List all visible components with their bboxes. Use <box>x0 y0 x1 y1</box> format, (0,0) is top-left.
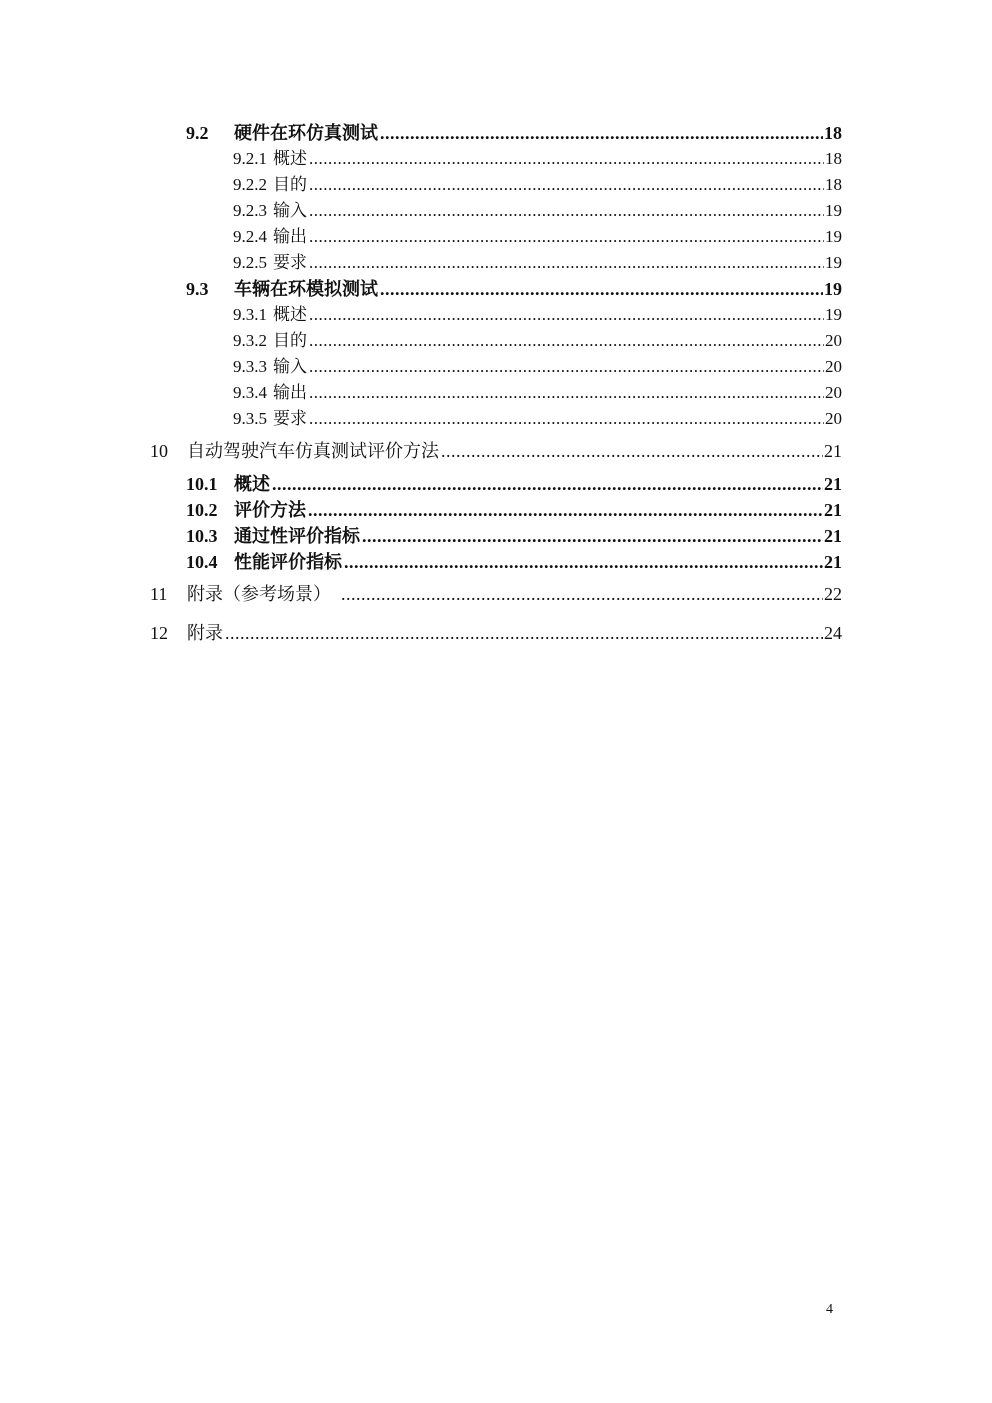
toc-entry-page: 22 <box>824 584 842 604</box>
dot-leader <box>309 173 824 197</box>
dot-leader <box>380 121 823 145</box>
dot-leader <box>308 498 823 522</box>
toc-entry-page: 18 <box>825 175 842 194</box>
toc-entry-number: 9.3.3 <box>233 357 267 376</box>
toc-entry-page: 18 <box>825 149 842 168</box>
toc-entry-9-2-5[interactable] <box>233 251 842 275</box>
page-number: 4 <box>826 1302 833 1317</box>
toc-entry-page: 21 <box>824 526 842 546</box>
toc-entry-number: 10.1 <box>186 474 218 494</box>
toc-entry-number: 10.2 <box>186 500 218 520</box>
toc-entry-number: 12 <box>150 623 168 643</box>
dot-leader <box>272 472 823 496</box>
dot-leader <box>309 225 824 249</box>
dot-leader <box>380 277 823 301</box>
toc-entry-9-3[interactable] <box>186 277 842 301</box>
toc-entry-page: 19 <box>825 305 842 324</box>
dot-leader <box>309 355 824 379</box>
dot-leader <box>309 251 824 275</box>
toc-entry-title: 附录 <box>187 623 223 643</box>
toc-entry-9-3-1[interactable] <box>233 303 842 327</box>
toc-entry-page: 20 <box>825 409 842 428</box>
dot-leader <box>441 439 823 463</box>
dot-leader <box>341 582 823 606</box>
dot-leader <box>344 550 823 574</box>
toc-entry-title: 概述 <box>273 305 307 324</box>
toc-entry-12[interactable] <box>150 621 842 645</box>
toc-entry-number: 9.2 <box>186 123 209 143</box>
toc-entry-page: 19 <box>824 279 842 299</box>
toc-entry-number: 9.2.1 <box>233 149 267 168</box>
toc-entry-9-2-2[interactable] <box>233 173 842 197</box>
toc-entry-number: 10 <box>150 441 168 461</box>
toc-entry-number: 10.3 <box>186 526 218 546</box>
toc-entry-title: 要求 <box>273 409 307 428</box>
toc-entry-title: 输出 <box>273 383 307 402</box>
toc-entry-10-3[interactable] <box>186 524 842 548</box>
toc-entry-10-2[interactable] <box>186 498 842 522</box>
dot-leader <box>309 303 824 327</box>
toc-entry-page: 19 <box>825 201 842 220</box>
toc-entry-number: 9.3.1 <box>233 305 267 324</box>
toc-entry-title: 附录（参考场景） <box>187 584 331 604</box>
toc-entry-page: 21 <box>824 552 842 572</box>
toc-entry-9-2[interactable] <box>186 121 842 145</box>
toc-entry-page: 21 <box>824 441 842 461</box>
toc-entry-number: 9.3.5 <box>233 409 267 428</box>
toc-entry-number: 9.3 <box>186 279 209 299</box>
toc-entry-title: 性能评价指标 <box>234 552 342 572</box>
toc-entry-title: 自动驾驶汽车仿真测试评价方法 <box>187 441 439 461</box>
toc-entry-9-2-3[interactable] <box>233 199 842 223</box>
dot-leader <box>225 621 823 645</box>
toc-entry-page: 20 <box>825 383 842 402</box>
toc-entry-title: 目的 <box>273 331 307 350</box>
toc-entry-9-3-2[interactable] <box>233 329 842 353</box>
toc-entry-title: 要求 <box>273 253 307 272</box>
toc-entry-number: 9.2.3 <box>233 201 267 220</box>
toc-entry-10-1[interactable] <box>186 472 842 496</box>
toc-entry-10-4[interactable] <box>186 550 842 574</box>
dot-leader <box>309 147 824 171</box>
toc-entry-title: 评价方法 <box>234 500 306 520</box>
toc-entry-number: 9.2.2 <box>233 175 267 194</box>
toc-entry-9-3-4[interactable] <box>233 381 842 405</box>
toc-entry-number: 9.3.4 <box>233 383 267 402</box>
toc-entry-number: 9.2.5 <box>233 253 267 272</box>
toc-entry-title: 通过性评价指标 <box>234 526 360 546</box>
toc-entry-title: 输出 <box>273 227 307 246</box>
toc-entry-number: 9.3.2 <box>233 331 267 350</box>
toc-entry-9-2-1[interactable] <box>233 147 842 171</box>
toc-entry-9-3-3[interactable] <box>233 355 842 379</box>
toc-entry-page: 21 <box>824 474 842 494</box>
dot-leader <box>309 329 824 353</box>
dot-leader <box>309 407 824 431</box>
toc-entry-page: 18 <box>824 123 842 143</box>
toc-entry-title: 输入 <box>273 357 307 376</box>
toc-entry-title: 输入 <box>273 201 307 220</box>
toc-entry-number: 9.2.4 <box>233 227 267 246</box>
toc-entry-title: 概述 <box>234 474 270 494</box>
toc-entry-title: 车辆在环模拟测试 <box>234 279 378 299</box>
toc-entry-10[interactable] <box>150 439 842 463</box>
toc-entry-page: 20 <box>825 331 842 350</box>
toc-entry-page: 19 <box>825 227 842 246</box>
toc-entry-title: 概述 <box>273 149 307 168</box>
toc-entry-title: 硬件在环仿真测试 <box>234 123 378 143</box>
dot-leader <box>309 199 824 223</box>
toc-entry-title: 目的 <box>273 175 307 194</box>
toc-entry-page: 19 <box>825 253 842 272</box>
toc-entry-page: 24 <box>824 623 842 643</box>
toc-entry-page: 20 <box>825 357 842 376</box>
toc-entry-number: 10.4 <box>186 552 218 572</box>
toc-entry-9-2-4[interactable] <box>233 225 842 249</box>
toc-entry-page: 21 <box>824 500 842 520</box>
toc-entry-number: 11 <box>150 584 168 604</box>
dot-leader <box>362 524 823 548</box>
toc-entry-11[interactable] <box>150 582 842 606</box>
dot-leader <box>309 381 824 405</box>
toc-entry-9-3-5[interactable] <box>233 407 842 431</box>
